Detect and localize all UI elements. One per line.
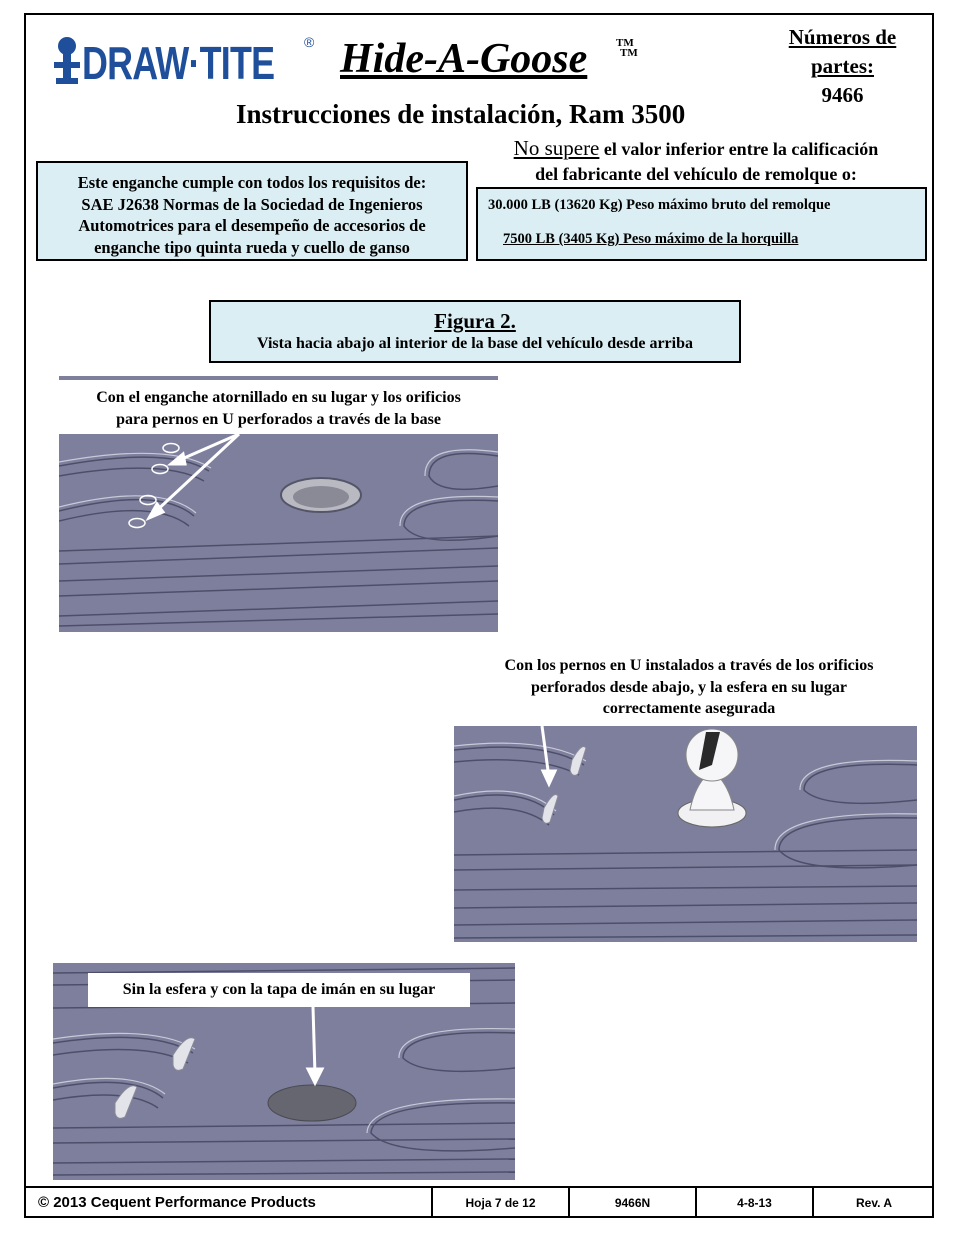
footer-sheet: Hoja 7 de 12 xyxy=(433,1187,570,1218)
photo-3-callout xyxy=(88,973,470,1007)
figure-subtitle: Vista hacia abajo al interior de la base del vehículo desde arriba xyxy=(257,335,693,352)
photo-drilled-holes xyxy=(59,376,498,632)
photo-2-callout xyxy=(464,650,914,726)
photo-1-callout xyxy=(59,380,498,434)
figure-caption-box xyxy=(209,300,741,363)
part-numbers xyxy=(770,23,915,110)
trademark-mark-2: TM xyxy=(620,47,638,59)
footer-copyright: © 2013 Cequent Performance Products xyxy=(24,1187,433,1218)
figure-title: Figura 2. xyxy=(434,309,516,333)
photo-3-callout-line-1: Sin la esfera y con la tapa de imán en su lugar xyxy=(122,981,436,998)
requirements-line-4: enganche tipo quinta rueda y cuello de ganso xyxy=(94,237,410,257)
trademark-mark-1: TM xyxy=(616,37,634,49)
no-exceed-rest: el valor inferior entre la calificación xyxy=(603,139,879,159)
footer xyxy=(24,1187,934,1218)
photo-magnet-cap xyxy=(53,963,515,1180)
photo-2-callout-line-2: perforados desde abajo, y la esfera en su lugar xyxy=(531,678,847,696)
footer-doc-number: 9466N xyxy=(570,1187,697,1218)
brand-name: DRAW·TITE xyxy=(82,37,275,89)
page-title: Instrucciones de instalación, Ram 3500 xyxy=(236,99,686,129)
registered-mark: ® xyxy=(304,34,315,50)
draw-tite-logo xyxy=(50,34,320,94)
gross-trailer-weight: 30.000 LB (13620 Kg) Peso máximo bruto del remolque xyxy=(488,197,831,213)
requirements-line-1: Este enganche cumple con todos los requisitos de: xyxy=(77,173,427,192)
requirements-box xyxy=(36,161,468,261)
photo-2-callout-line-3: correctamente asegurada xyxy=(602,700,776,717)
tongue-weight: 7500 LB (3405 Kg) Peso máximo de la horquilla xyxy=(503,231,799,247)
part-number: 9466 xyxy=(821,83,864,107)
no-exceed-line-2: del fabricante del vehículo de remolque o: xyxy=(535,164,857,184)
photo-u-bolts-ball xyxy=(454,650,917,942)
requirements-line-2: SAE J2638 Normas de la Sociedad de Ingenieros xyxy=(81,194,423,214)
photo-2-callout-line-1: Con los pernos en U instalados a través de los orificios xyxy=(504,657,874,674)
photo-1-callout-line-2: para pernos en U perforados a través de la base xyxy=(116,410,441,428)
part-numbers-label-2: partes: xyxy=(811,54,874,78)
footer-date: 4-8-13 xyxy=(697,1187,814,1218)
weight-limit-heading xyxy=(476,136,916,187)
weight-limits-box xyxy=(476,187,927,261)
no-exceed-label: No supere xyxy=(513,136,600,160)
requirements-line-3: Automotrices para el desempeño de accesorios de xyxy=(78,216,426,235)
footer-revision: Rev. A xyxy=(855,1195,892,1210)
part-numbers-label-1: Números de xyxy=(788,25,897,49)
photo-1-callout-line-1: Con el enganche atornillado en su lugar y los orificios xyxy=(96,389,461,406)
product-title: Hide-A-Goose xyxy=(340,36,588,82)
hitch-ball-logo-icon xyxy=(52,36,82,86)
